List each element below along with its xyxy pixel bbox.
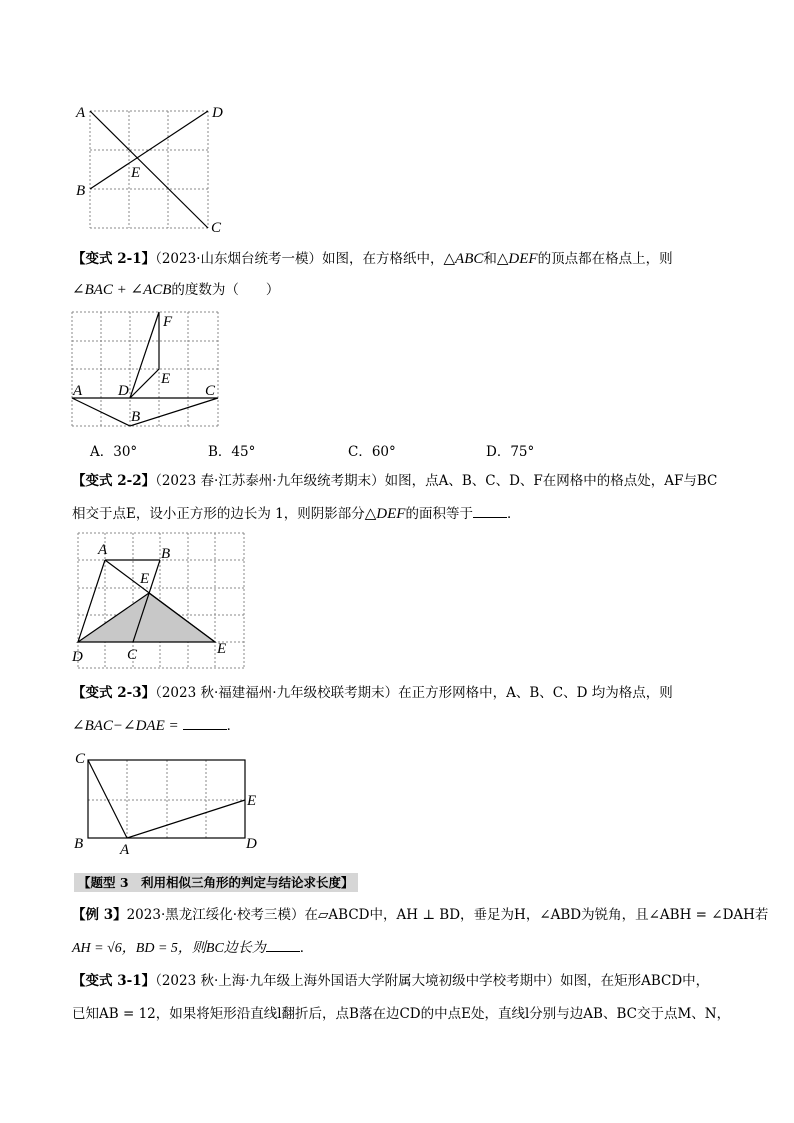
option-a[interactable]	[90, 440, 137, 460]
label-b: B	[74, 836, 84, 852]
angle-expression: ∠BAC + ∠ACB	[72, 282, 172, 298]
variant-2-2-text3: 的面积等于	[405, 506, 473, 522]
option-letter: A．	[90, 444, 114, 460]
variant-3-1-text2: 已知AB = 12，如果将矩形沿直线l翻折后，点B落在边CD的中点E处，直线l分别与边AB、BC交于点M、N，	[72, 1006, 731, 1022]
option-value: 45°	[231, 444, 256, 460]
variant-3-1-source: （2023 秋·上海·九年级上海外国语大学附属大境初级中学校考期中）	[155, 973, 561, 989]
option-value: 30°	[113, 444, 138, 460]
variant-2-2-line1	[72, 466, 732, 497]
figure-shaded-triangle-def	[70, 530, 250, 670]
option-value: 75°	[510, 444, 535, 460]
label-f: E	[217, 641, 227, 657]
period: ．	[226, 718, 241, 734]
label-c: C	[127, 647, 138, 663]
label-d: D	[246, 836, 257, 852]
example-3-line2	[72, 933, 732, 964]
grid-lines	[88, 760, 245, 838]
label-b: B	[131, 409, 141, 425]
variant-2-1-text: 如图，在方格纸中，	[322, 251, 444, 267]
option-letter: C．	[348, 444, 372, 460]
variant-2-3-source: （2023 秋·福建福州·九年级校联考期末）	[155, 685, 399, 701]
segment-ac	[90, 111, 208, 228]
triangle-def-shape	[130, 312, 159, 398]
period: ．	[299, 940, 314, 956]
option-c[interactable]	[348, 440, 396, 460]
variant-2-3-tag: 【变式 2-3】	[72, 685, 156, 701]
label-d: D	[118, 383, 129, 399]
rectangle-outline	[88, 760, 245, 838]
label-b: B	[76, 183, 86, 199]
label-c: C	[211, 220, 222, 236]
option-letter: B．	[208, 444, 232, 460]
variant-2-2-text: 如图，点A、B、C、D、F在网格中的格点处，AF与BC	[384, 473, 718, 489]
example-3-text2: AH = √6，BD = 5，则BC边长为	[72, 941, 266, 956]
option-d[interactable]	[486, 440, 534, 460]
variant-2-1-line1	[72, 244, 732, 275]
label-a: A	[76, 105, 86, 121]
section-heading-type-3: 【题型 3 利用相似三角形的判定与结论求长度】	[74, 873, 358, 892]
variant-2-1-question: 的度数为（ ）	[171, 282, 280, 298]
label-e: E	[131, 165, 141, 181]
label-d: D	[212, 105, 223, 121]
triangle-def: △DEF	[364, 506, 406, 522]
label-d: D	[72, 649, 83, 665]
variant-3-1-tag: 【变式 3-1】	[72, 973, 156, 989]
example-3-text: 在▱ABCD中，AH ⊥ BD，垂足为H，∠ABD为锐角，且∠ABH = ∠DAH若	[304, 907, 769, 923]
figure-2-svg	[68, 306, 228, 434]
variant-3-1-line1	[72, 966, 732, 997]
triangle-abc-shape	[72, 398, 218, 426]
label-a: A	[73, 383, 83, 399]
variant-2-3-line2	[72, 711, 732, 742]
variant-2-1-text2: 的顶点都在格点上，则	[537, 251, 673, 267]
label-a: A	[98, 542, 108, 558]
label-c: C	[205, 383, 216, 399]
variant-2-1-source: （2023·山东烟台统考一模）	[155, 251, 322, 267]
figure-rectangle-abcde	[70, 748, 270, 858]
label-e: E	[140, 571, 150, 587]
variant-2-2-line2	[72, 499, 732, 530]
answer-blank[interactable]	[473, 502, 507, 518]
variant-2-3-line1	[72, 678, 732, 709]
example-3-tag: 【例 3】	[72, 907, 127, 923]
figure-grid-abcde	[70, 100, 230, 235]
variant-2-2-text2: 相交于点E，设小正方形的边长为 1，则阴影部分	[72, 506, 365, 522]
conj: 和	[483, 251, 497, 267]
period: ．	[506, 506, 521, 522]
label-f: F	[163, 314, 173, 330]
variant-2-1-line2	[72, 275, 732, 306]
figure-4-svg	[70, 748, 270, 858]
variant-2-1-tag: 【变式 2-1】	[72, 251, 156, 267]
figure-1-svg	[70, 100, 230, 235]
variant-2-2-tag: 【变式 2-2】	[72, 473, 156, 489]
option-value: 60°	[371, 444, 396, 460]
label-c: C	[75, 751, 86, 767]
answer-blank[interactable]	[183, 714, 227, 730]
segment-ae	[127, 800, 245, 838]
angle-difference-expression: ∠BAC−∠DAE =	[72, 718, 179, 734]
figure-3-svg	[70, 530, 250, 670]
label-a: A	[120, 842, 130, 858]
option-b[interactable]	[208, 440, 255, 460]
variant-2-3-text: 在正方形网格中，A、B、C、D 均为格点，则	[398, 685, 673, 701]
figure-triangles-abc-def	[68, 306, 228, 434]
option-letter: D．	[486, 444, 511, 460]
variant-3-1-text: 如图，在矩形ABCD中，	[560, 973, 710, 989]
example-3-line1	[72, 900, 769, 931]
segment-ca	[88, 760, 127, 838]
answer-blank[interactable]	[266, 936, 300, 952]
label-b: B	[161, 546, 171, 562]
label-e: E	[247, 793, 257, 809]
example-3-source: 2023·黑龙江绥化·校考三模）	[126, 907, 305, 923]
triangle-def: △DEF	[496, 251, 538, 267]
triangle-abc: △ABC	[443, 251, 484, 267]
label-e: E	[161, 371, 171, 387]
variant-2-2-source: （2023 春·江苏泰州·九年级统考期末）	[155, 473, 385, 489]
variant-3-1-line2	[72, 999, 732, 1030]
